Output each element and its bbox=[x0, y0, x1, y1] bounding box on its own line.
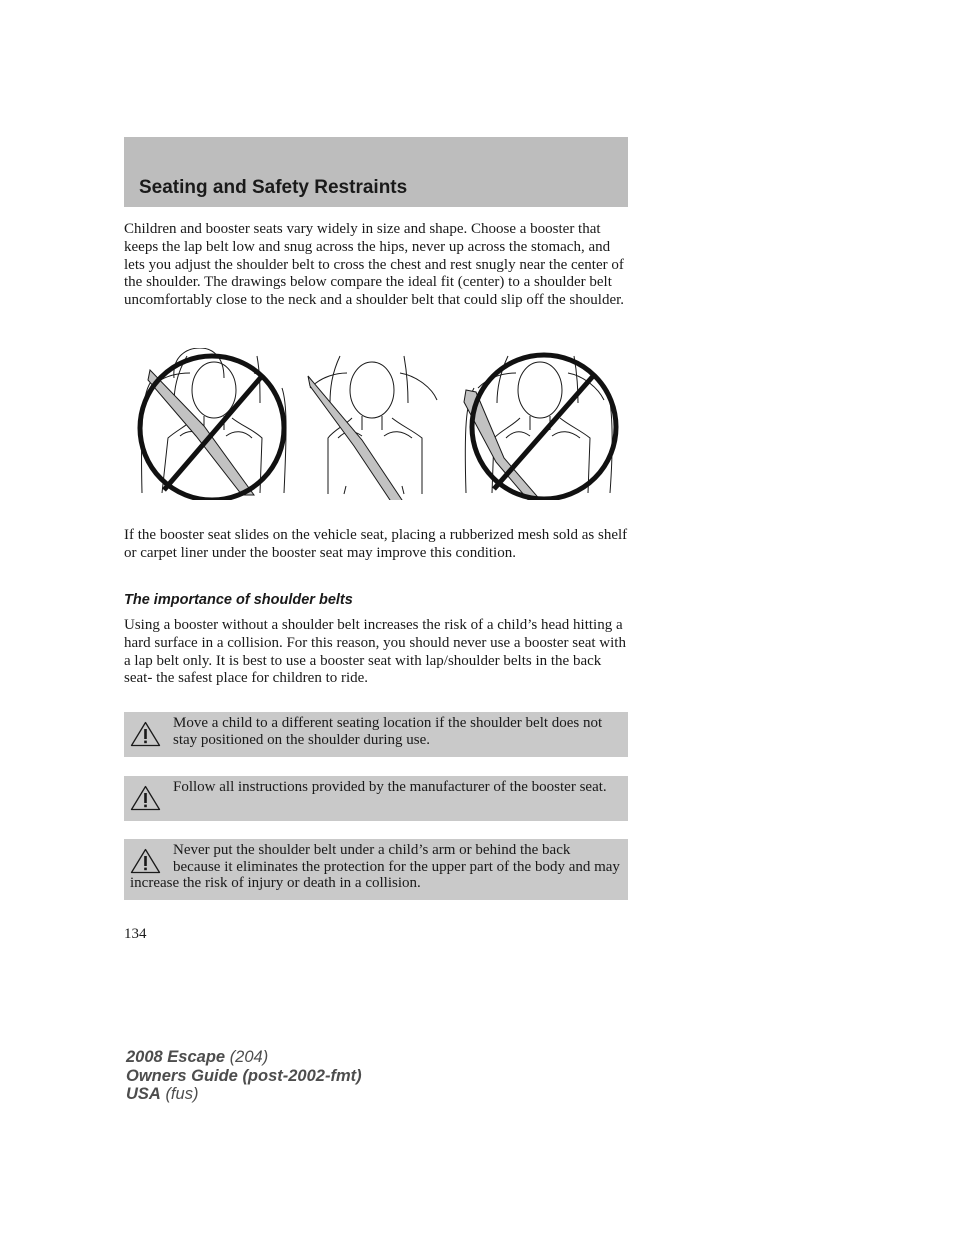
prohibited-circle-icon bbox=[140, 356, 284, 500]
panel-belt-too-close-to-neck bbox=[142, 348, 287, 493]
intro-paragraph: Children and booster seats vary widely in size and shape. Choose a booster that keeps the lap belt low and snug across the hips, never up across the stomach, and lets you adjust the shoulder belt to cross the chest and rest snugly near the center of the shoulder. The drawings below compare the ideal fit (center) to a shoulder belt uncomfortably close to the neck and a shoulder belt that could slip off the shoulder. bbox=[124, 221, 625, 309]
booster-belt-fit-illustration bbox=[132, 348, 626, 500]
warning-box bbox=[124, 712, 628, 757]
footer-line-model: 2008 Escape (204) bbox=[126, 1048, 269, 1066]
belt-ideal-position bbox=[308, 376, 406, 500]
page-number: 134 bbox=[124, 926, 147, 942]
document-footer bbox=[126, 1048, 362, 1104]
warning-triangle-icon bbox=[130, 721, 161, 747]
warning-text: Never put the shoulder belt under a child’s arm or behind the back because it eliminates the protection for the upper part of the body and may increase the risk of injury or death in a collision. bbox=[130, 842, 620, 891]
importance-paragraph: Using a booster without a shoulder belt increases the risk of a child’s head hitting a hard surface in a collision. For this reason, you should never use a booster seat with a lap belt only. It is best to use a booster seat with lap/shoulder belts in the back seat- the safest place for children to ride. bbox=[124, 617, 626, 687]
warning-triangle-icon bbox=[130, 785, 161, 811]
footer-line-market: USA (fus) bbox=[126, 1085, 199, 1103]
warning-text: Move a child to a different seating location if the shoulder belt does not stay positioned on the shoulder during use. bbox=[173, 715, 603, 748]
section-title: Seating and Safety Restraints bbox=[139, 177, 408, 198]
section-header-band bbox=[124, 137, 628, 207]
warning-triangle-icon bbox=[130, 848, 161, 874]
prohibited-circle-icon bbox=[472, 355, 616, 499]
warning-box bbox=[124, 776, 628, 821]
booster-slide-paragraph: If the booster seat slides on the vehicle seat, placing a rubberized mesh sold as shelf or carpet liner under the booster seat may improve this condition. bbox=[124, 527, 628, 561]
footer-line-guide: Owners Guide (post-2002-fmt) bbox=[126, 1066, 362, 1085]
warning-text: Follow all instructions provided by the manufacturer of the booster seat. bbox=[173, 779, 607, 795]
warning-box bbox=[124, 839, 628, 900]
subheading-shoulder-belts: The importance of shoulder belts bbox=[124, 592, 353, 608]
